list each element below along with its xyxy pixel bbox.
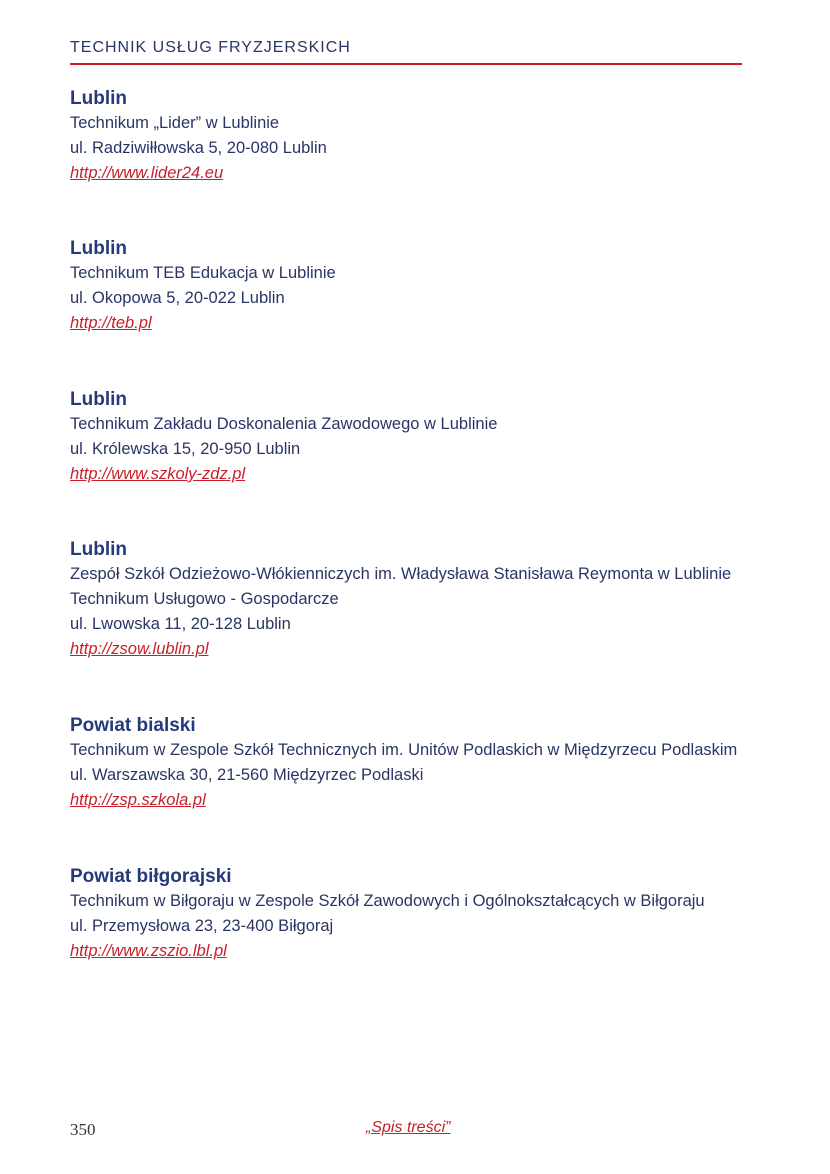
school-entry (70, 387, 497, 487)
school-address: ul. Warszawska 30, 21-560 Międzyrzec Podlaski (70, 766, 424, 784)
school-address: ul. Przemysłowa 23, 23-400 Biłgoraj (70, 917, 334, 935)
school-entry (70, 864, 705, 964)
school-link[interactable]: http://zsow.lublin.pl (70, 640, 209, 658)
school-entry (70, 236, 336, 336)
school-entry (70, 537, 731, 662)
region-heading: Lublin (70, 88, 127, 109)
school-name: Technikum w Biłgoraju w Zespole Szkół Zawodowych i Ogólnokształcących w Biłgoraju (70, 892, 705, 910)
school-name: Zespół Szkół Odzieżowo-Włókienniczych im. Władysława Stanisława Reymonta w Lublinie (70, 565, 732, 583)
school-address: ul. Okopowa 5, 20-022 Lublin (70, 289, 285, 307)
school-link[interactable]: http://www.zszio.lbl.pl (70, 942, 227, 960)
school-address: ul. Radziwiłłowska 5, 20-080 Lublin (70, 139, 327, 157)
school-name: Technikum TEB Edukacja w Lublinie (70, 264, 336, 282)
region-heading: Powiat bialski (70, 715, 196, 736)
school-entry (70, 86, 327, 186)
school-address: ul. Lwowska 11, 20-128 Lublin (70, 615, 291, 633)
school-name: Technikum w Zespole Szkół Technicznych im. Unitów Podlaskich w Międzyrzecu Podlaskim (70, 741, 738, 759)
school-link[interactable]: http://www.lider24.eu (70, 164, 224, 182)
table-of-contents-link[interactable]: „Spis treści” (366, 1119, 451, 1136)
region-heading: Powiat biłgorajski (70, 866, 232, 887)
school-link[interactable]: http://www.szkoly-zdz.pl (70, 465, 246, 483)
school-link[interactable]: http://teb.pl (70, 314, 152, 332)
region-heading: Lublin (70, 238, 127, 259)
school-address: ul. Królewska 15, 20-950 Lublin (70, 440, 301, 458)
school-entry (70, 713, 737, 813)
header-divider (70, 63, 742, 65)
school-subname: Technikum Usługowo - Gospodarcze (70, 590, 339, 608)
school-name: Technikum Zakładu Doskonalenia Zawodowego w Lublinie (70, 415, 498, 433)
region-heading: Lublin (70, 539, 127, 560)
school-name: Technikum „Lider” w Lublinie (70, 114, 280, 132)
page-number: 350 (70, 1120, 96, 1139)
section-header: TECHNIK USŁUG FRYZJERSKICH (70, 39, 351, 56)
school-link[interactable]: http://zsp.szkola.pl (70, 791, 206, 809)
region-heading: Lublin (70, 389, 127, 410)
